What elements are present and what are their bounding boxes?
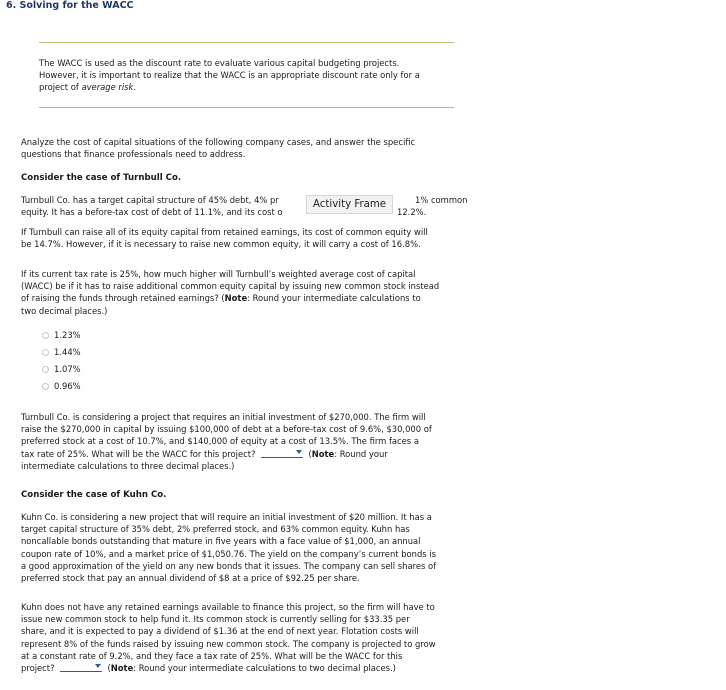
paragraph-line <box>21 206 477 218</box>
paragraph-line: two decimal places.) <box>21 305 108 316</box>
option-label: 1.44% <box>54 347 81 357</box>
paragraph-line: Analyze the cost of capital situations of the following company cases, and answer the specific <box>21 137 416 147</box>
paragraph-line: preferred stock that pay an annual dividend of $8 at a price of $92.25 per share. <box>21 573 360 584</box>
kuhn-structure-paragraph <box>21 511 477 584</box>
turnbull-structure-paragraph <box>21 194 477 218</box>
intro-line: However, it is important to realize that the WACC is an appropriate discount rate only for a <box>39 70 420 80</box>
intro-text: project of <box>39 82 82 92</box>
paragraph-text: project? <box>21 663 55 674</box>
paragraph-text: 1% common <box>415 195 468 205</box>
paragraph-line: Kuhn Co. is considering a new project that will require an initial investment of $20 million. It has a <box>21 512 432 522</box>
option-label: 0.96% <box>54 381 81 391</box>
chevron-down-icon <box>95 664 101 668</box>
answer-option-2[interactable] <box>42 347 81 358</box>
paragraph-line: issue new common stock to help fund it. Its common stock is currently selling for $33.35 per <box>21 614 410 625</box>
paragraph-text: tax rate of 25%. What will be the WACC for this project? <box>21 448 256 459</box>
paragraph-line: a good approximation of the yield on any new bonds that it issues. The company can sell shares of <box>21 560 437 571</box>
kuhn-project-paragraph <box>21 601 477 674</box>
turnbull-heading: Consider the case of Turnbull Co. <box>21 173 182 183</box>
paragraph-text: : Round your intermediate calculations to two decimal places.) <box>133 663 396 674</box>
activity-frame-tooltip: Activity Frame <box>306 195 393 214</box>
paragraph-line <box>21 448 477 460</box>
paragraph-line: represent 8% of the funds raised by issuing new common stock. The company is projected to grow <box>21 638 436 649</box>
chevron-down-icon <box>296 450 302 454</box>
option-label: 1.07% <box>54 364 81 374</box>
paragraph-line: target capital structure of 35% debt, 2% preferred stock, and 63% common equity. Kuhn has <box>21 524 410 535</box>
paragraph-line: Turnbull Co. is considering a project that requires an initial investment of $270,000. The firm will <box>21 412 426 422</box>
paragraph-line: If its current tax rate is 25%, how much higher will Turnbull’s weighted average cost of capital <box>21 269 416 279</box>
intro-emphasis: average risk <box>81 82 134 92</box>
paragraph-line: Kuhn does not have any retained earnings available to finance this project, so the firm will have to <box>21 602 435 612</box>
intro-box <box>39 57 459 93</box>
intro-line: The WACC is used as the discount rate to evaluate various capital budgeting projects. <box>39 58 400 68</box>
paragraph-line: share, and it is expected to pay a dividend of $1.36 at the end of next year. Flotation costs will <box>21 626 419 637</box>
paragraph-text: ( <box>308 448 312 459</box>
radio-button[interactable] <box>42 349 49 356</box>
paragraph-text: equity. It has a before-tax cost of debt of 11.1%, and its cost o <box>21 207 283 218</box>
paragraph-text: : Round your intermediate calculations to <box>247 293 421 304</box>
intro-top-rule <box>39 42 454 43</box>
paragraph-text: 12.2%. <box>397 207 427 218</box>
radio-button[interactable] <box>42 366 49 373</box>
page-title: 6. Solving for the WACC <box>6 0 134 11</box>
option-label: 1.23% <box>54 330 81 340</box>
paragraph-line: intermediate calculations to three decimal places.) <box>21 460 235 471</box>
radio-button[interactable] <box>42 332 49 339</box>
intro-bottom-rule <box>39 107 454 108</box>
paragraph-line: noncallable bonds outstanding that mature in five years with a face value of $1,000, an annual <box>21 536 421 547</box>
paragraph-text: of raising the funds through retained earnings? ( <box>21 293 225 304</box>
paragraph-text: Turnbull Co. has a target capital structure of 45% debt, 4% pr <box>21 195 279 205</box>
answer-option-3[interactable] <box>42 364 81 375</box>
kuhn-heading: Consider the case of Kuhn Co. <box>21 490 167 500</box>
turnbull-equity-paragraph <box>21 226 477 250</box>
intro-text: . <box>133 82 137 92</box>
note-label: Note <box>224 293 248 304</box>
paragraph-text: ( <box>107 663 111 674</box>
paragraph-line: If Turnbull can raise all of its equity capital from retained earnings, its cost of common equity will <box>21 227 428 237</box>
paragraph-line <box>21 662 477 674</box>
note-label: Note <box>110 663 134 674</box>
paragraph-line: coupon rate of 10%, and a market price of $1,050.76. The yield on the company’s current bonds is <box>21 548 436 559</box>
paragraph-line: (WACC) be if it has to raise additional common equity capital by issuing new common stock instead <box>21 281 440 292</box>
paragraph-line: raise the $270,000 in capital by issuing $100,000 of debt at a before-tax cost of 9.6%, $30,000 of <box>21 424 432 435</box>
paragraph-line <box>21 292 477 304</box>
intro-line <box>39 81 459 93</box>
paragraph-line: at a constant rate of 9.2%, and they face a tax rate of 25%. What will be the WACC for this <box>21 650 403 661</box>
kuhn-wacc-dropdown[interactable] <box>60 662 102 672</box>
answer-option-4[interactable] <box>42 381 81 392</box>
paragraph-line: questions that finance professionals need to address. <box>21 149 246 160</box>
answer-option-1[interactable] <box>42 330 81 341</box>
turnbull-wacc-dropdown[interactable] <box>261 448 303 458</box>
paragraph-line: preferred stock at a cost of 10.7%, and $140,000 of equity at a cost of 13.5%. The firm faces a <box>21 436 419 447</box>
radio-button[interactable] <box>42 383 49 390</box>
paragraph-text: : Round your <box>334 448 388 459</box>
paragraph-line: be 14.7%. However, if it is necessary to raise new common equity, it will carry a cost of 16.8%. <box>21 239 421 250</box>
paragraph-line <box>21 194 477 206</box>
turnbull-question-paragraph <box>21 268 477 317</box>
turnbull-project-paragraph <box>21 411 477 472</box>
analyze-paragraph <box>21 136 477 160</box>
note-label: Note <box>311 448 335 459</box>
